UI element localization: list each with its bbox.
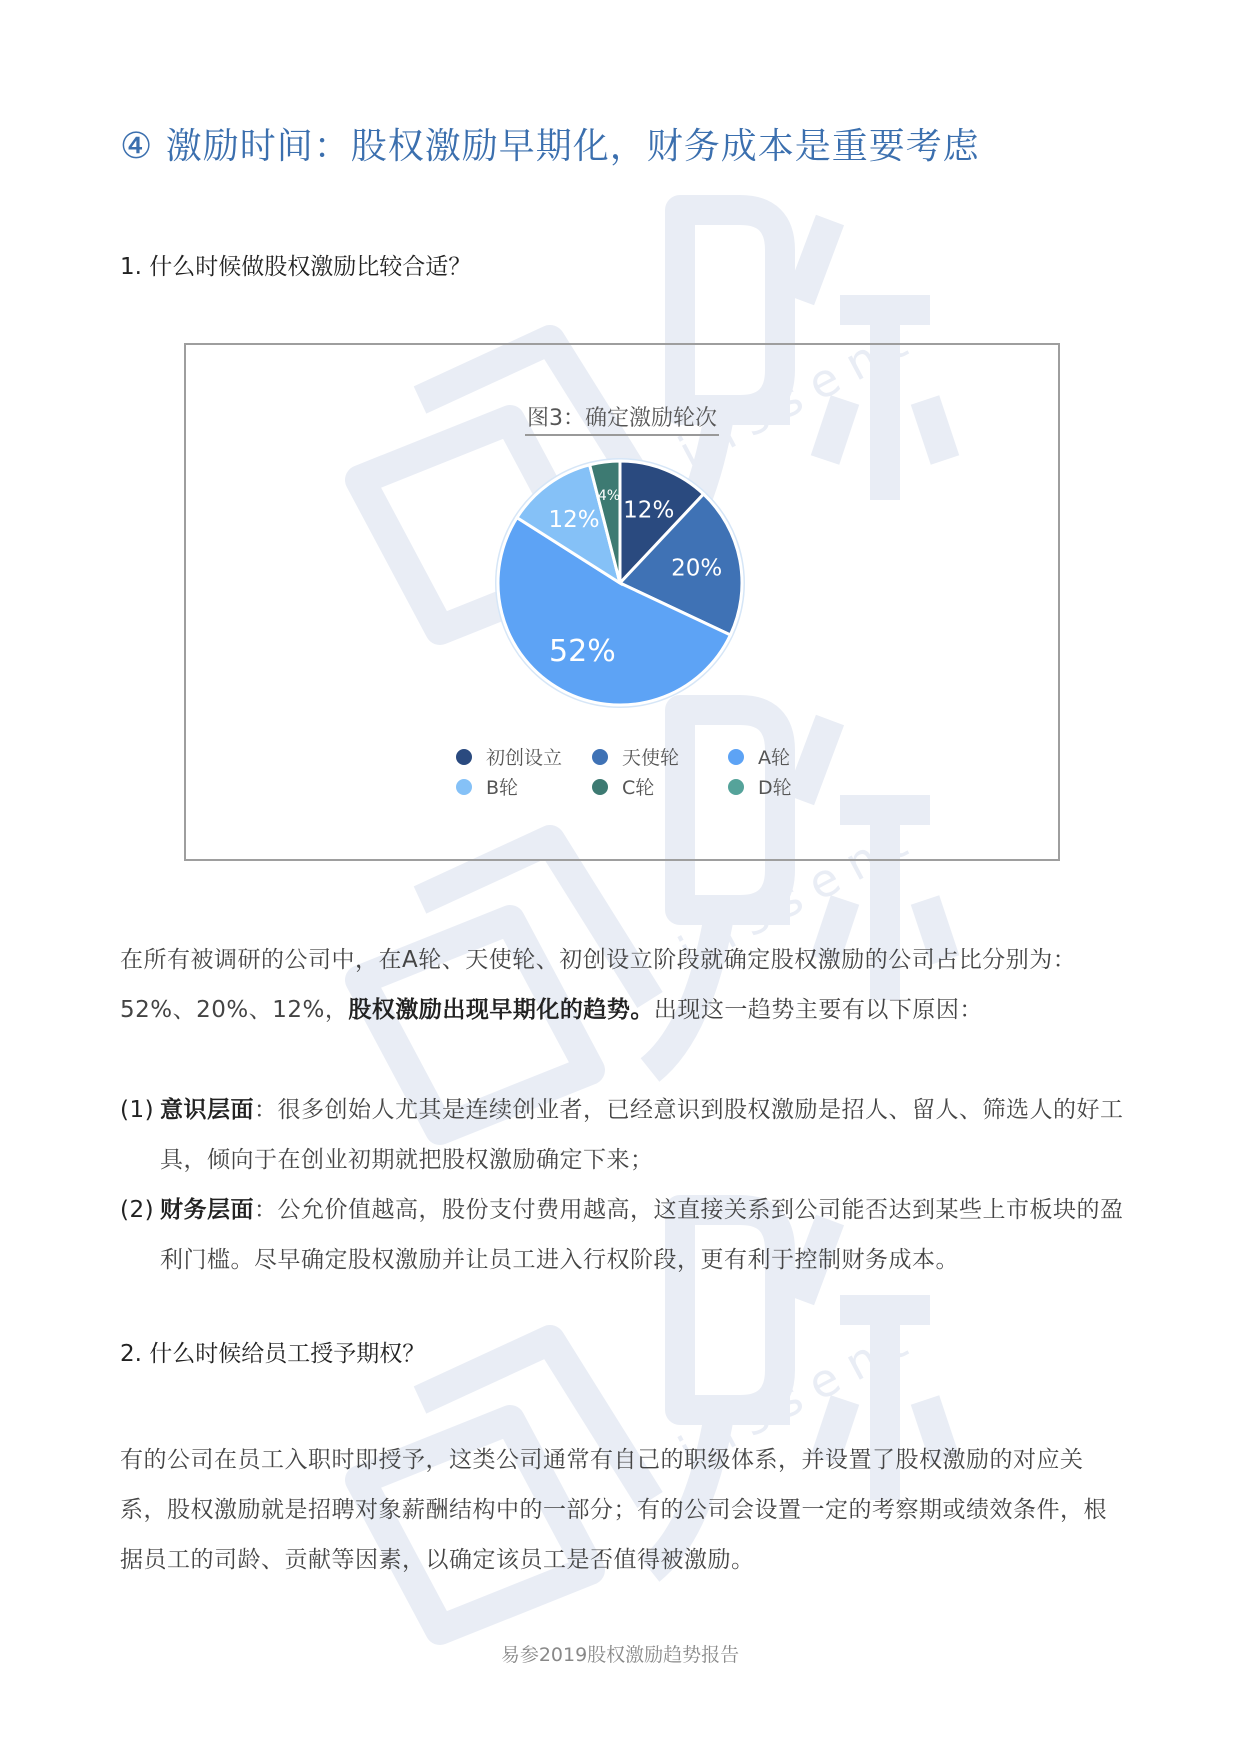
section-title: ④ 激励时间：股权激励早期化，财务成本是重要考虑 (120, 126, 980, 167)
reason-number: (2) (120, 1197, 155, 1223)
legend-item-a-round (728, 743, 790, 770)
legend-label: 初创设立 (486, 747, 563, 769)
legend-item-b-round (456, 773, 518, 800)
reason-item-finance (120, 1185, 1130, 1285)
summary-text-end: 出现这一趋势主要有以下原因： (653, 997, 983, 1023)
legend-label: D轮 (758, 777, 792, 799)
reason-text: ：公允价值越高，股份支付费用越高，这直接关系到公司能否达到某些上市板块的盈利门槛。尽早确定股权激励并让员工进入行权阶段，更有利于控制财务成本。 (160, 1197, 1124, 1273)
legend-swatch (592, 749, 608, 765)
legend-label: A轮 (758, 747, 790, 769)
page-footer: 易参2019股权激励趋势报告 (500, 1644, 740, 1666)
q1-heading: 1. 什么时候做股权激励比较合适？ (120, 254, 472, 280)
legend-item-angel (592, 743, 679, 770)
slice-a-round-label: 52% (549, 633, 616, 669)
watermark-en-2: inssent (669, 808, 928, 980)
pie-chart-panel (184, 343, 1060, 861)
summary-emphasis: 股权激励出现早期化的趋势。 (348, 997, 654, 1023)
q2-paragraph: 有的公司在员工入职时即授予，这类公司通常有自己的职级体系，并设置了股权激励的对应关系，股权激励就是招聘对象薪酬结构中的一部分；有的公司会设置一定的考察期或绩效条件，根据员工的司龄、贡献等因素，以确定该员工是否值得被激励。 (120, 1447, 1107, 1573)
slice-seed-label: 12% (623, 497, 675, 524)
legend-swatch (592, 779, 608, 795)
reason-text: ：很多创始人尤其是连续创业者，已经意识到股权激励是招人、留人、筛选人的好工具，倾向于在创业初期就把股权激励确定下来； (160, 1097, 1124, 1173)
legend-label: C轮 (622, 777, 655, 799)
q2-heading: 2. 什么时候给员工授予期权？ (120, 1341, 426, 1367)
summary-paragraph (120, 935, 1130, 1035)
legend-label: 天使轮 (622, 747, 680, 769)
legend-swatch (456, 779, 472, 795)
reason-lead: 财务层面 (160, 1197, 254, 1223)
watermark-en-1: inssent (669, 308, 928, 480)
reason-number: (1) (120, 1097, 155, 1123)
legend-item-c-round (592, 773, 654, 800)
watermark-en-3: inssent (669, 1308, 928, 1480)
slice-c-round-label: 4% (597, 487, 621, 504)
legend-item-seed (456, 743, 562, 770)
legend-swatch (728, 749, 744, 765)
reason-item-awareness (120, 1085, 1130, 1185)
legend-swatch (728, 779, 744, 795)
slice-angel-label: 20% (671, 555, 723, 582)
summary-text: 在所有被调研的公司中，在A轮、天使轮、初创设立阶段就确定股权激励的公司占比分别为：52%、20%、12%， (120, 947, 1077, 1023)
legend-swatch (456, 749, 472, 765)
reason-lead: 意识层面 (160, 1097, 254, 1123)
slice-b-round-label: 12% (548, 506, 600, 533)
legend-label: B轮 (486, 777, 519, 799)
chart-title: 图3：确定激励轮次 (186, 401, 1058, 432)
legend-item-d-round (728, 773, 792, 800)
